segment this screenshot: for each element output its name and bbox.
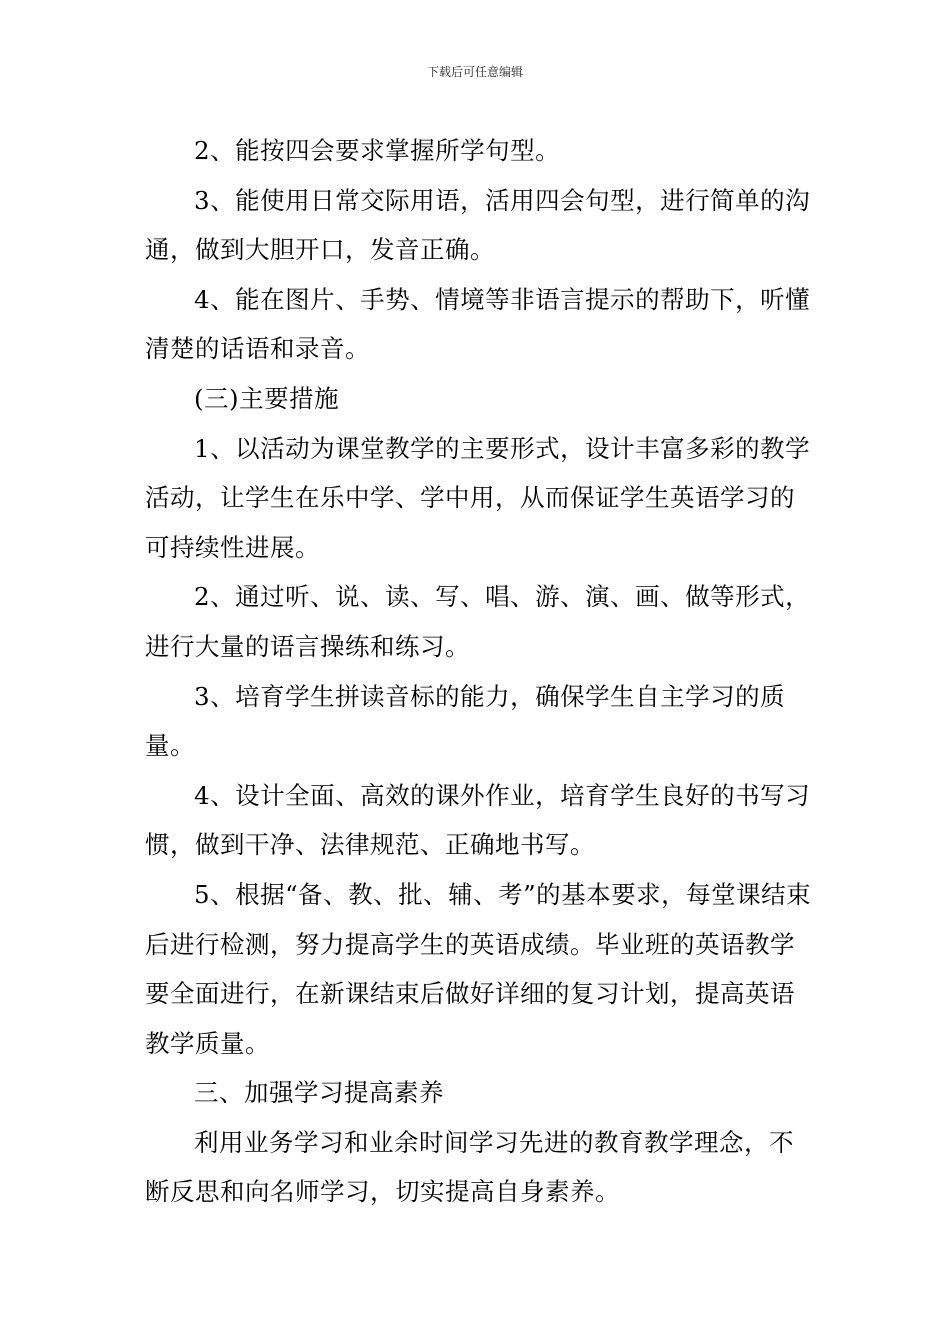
paragraph-measure-4: 4、设计全面、高效的课外作业，培育学生良好的书写习惯，做到干净、法律规范、正确地书写。 [145,780,811,860]
paragraph-goal-2: 2、能按四会要求掌握所学句型。 [194,136,561,165]
document-body [145,126,813,1217]
paragraph-measure-3: 3、培育学生拼读音标的能力，确保学生自主学习的质量。 [145,681,786,761]
paragraph-goal-4: 4、能在图片、手势、情境等非语言提示的帮助下，听懂清楚的话语和录音。 [145,284,811,364]
paragraph-measure-5: 5、根据“备、教、批、辅、考”的基本要求，每堂课结束后进行检测，努力提高学生的英语成绩。毕业班的英语教学要全面进行，在新课结束后做好详细的复习计划，提高英语教学质量。 [145,879,812,1058]
paragraph-measure-1: 1、以活动为课堂教学的主要形式，设计丰富多彩的教学活动，让学生在乐中学、学中用，从而保证学生英语学习的可持续性进展。 [145,433,811,562]
paragraph-goal-3: 3、能使用日常交际用语，活用四会句型，进行简单的沟通，做到大胆开口，发音正确。 [145,185,811,265]
paragraph-study: 利用业务学习和业余时间学习先进的教育教学理念，不断反思和向名师学习，切实提高自身素养。 [145,1127,794,1207]
header-note: 下载后可任意编辑 [426,65,523,79]
section-heading-measures: (三)主要措施 [194,383,340,413]
paragraph-measure-2: 2、通过听、说、读、写、唱、游、演、画、做等形式，进行大量的语言操练和练习。 [145,582,811,661]
section-heading-study: 三、加强学习提高素养 [194,1078,444,1108]
